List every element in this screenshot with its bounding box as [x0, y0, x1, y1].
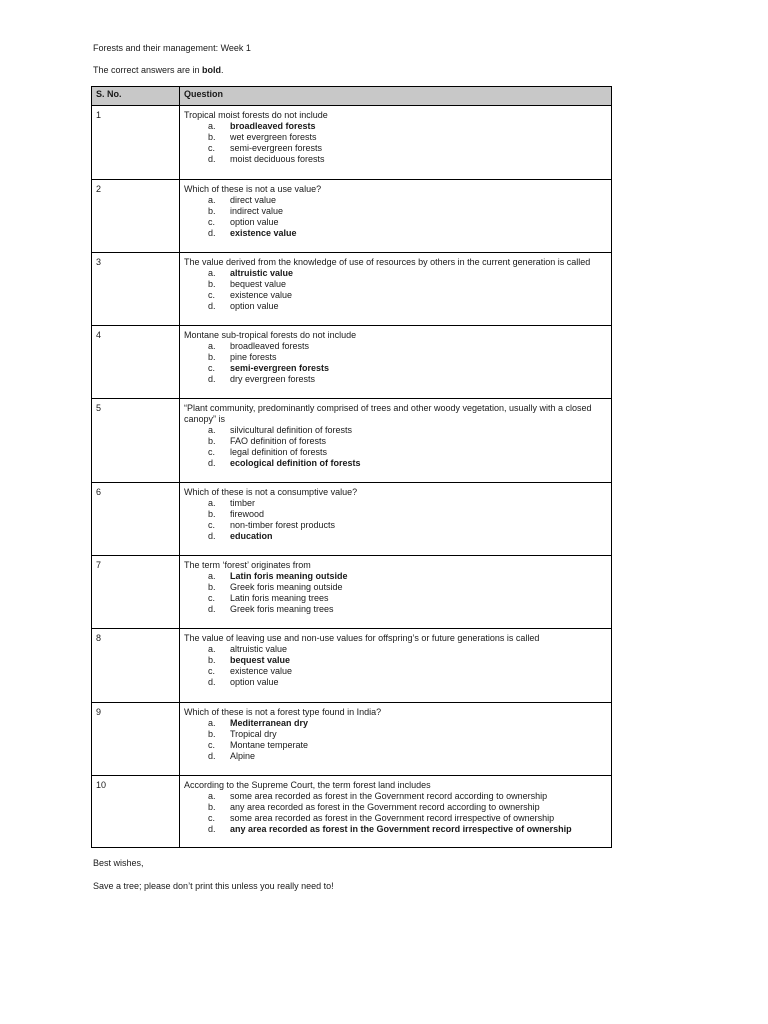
question-row	[92, 180, 612, 253]
option-text: some area recorded as forest in the Government record according to ownership	[230, 791, 548, 801]
question-text: Which of these is not a forest type found in India?	[184, 707, 382, 717]
option-item	[184, 571, 607, 582]
option-text: Alpine	[230, 751, 256, 761]
option-text: firewood	[230, 509, 265, 519]
questions-table	[91, 86, 612, 848]
option-letter: b.	[208, 509, 216, 519]
option-letter: a.	[208, 498, 216, 508]
option-item	[184, 458, 607, 469]
option-item	[184, 802, 607, 813]
option-letter: c.	[208, 593, 216, 603]
correct-option-text: Mediterranean dry	[230, 718, 309, 728]
option-item	[184, 509, 607, 520]
options-list	[184, 425, 607, 469]
question-text: Which of these is not a use value?	[184, 184, 322, 194]
question-number: 2	[96, 184, 102, 194]
option-text: any area recorded as forest in the Government record according to ownership	[230, 802, 540, 812]
option-letter: a.	[208, 341, 216, 351]
option-text: timber	[230, 498, 256, 508]
options-list	[184, 791, 607, 835]
option-text: silvicultural definition of forests	[230, 425, 353, 435]
question-row	[92, 253, 612, 326]
option-text: altruistic value	[230, 644, 288, 654]
option-item	[184, 195, 607, 206]
option-item	[184, 791, 607, 802]
option-text: pine forests	[230, 352, 277, 362]
question-text: Montane sub-tropical forests do not include	[184, 330, 357, 340]
option-text: non-timber forest products	[230, 520, 336, 530]
options-list	[184, 571, 607, 615]
option-letter: a.	[208, 268, 216, 278]
option-letter: d.	[208, 677, 216, 687]
option-text: option value	[230, 301, 279, 311]
options-list	[184, 644, 607, 688]
option-item	[184, 436, 607, 447]
option-item	[184, 593, 607, 604]
question-number-cell	[92, 180, 180, 253]
questions-body	[92, 106, 612, 848]
options-list	[184, 341, 607, 385]
option-item	[184, 740, 607, 751]
document-title: Forests and their management: Week 1	[93, 43, 251, 53]
option-letter: d.	[208, 751, 216, 761]
table-header-row	[92, 87, 612, 106]
option-letter: d.	[208, 824, 216, 834]
option-letter: a.	[208, 571, 216, 581]
option-letter: c.	[208, 740, 216, 750]
question-row	[92, 703, 612, 776]
option-item	[184, 729, 607, 740]
question-row	[92, 776, 612, 848]
option-text: indirect value	[230, 206, 284, 216]
option-letter: b.	[208, 206, 216, 216]
option-text: Greek foris meaning trees	[230, 604, 334, 614]
option-letter: d.	[208, 301, 216, 311]
option-letter: d.	[208, 604, 216, 614]
option-letter: d.	[208, 458, 216, 468]
question-number: 7	[96, 560, 102, 570]
question-text: The value of leaving use and non-use values for offspring’s or future generations is called	[184, 633, 540, 643]
question-number-cell	[92, 629, 180, 703]
question-number: 1	[96, 110, 102, 120]
option-item	[184, 217, 607, 228]
option-letter: c.	[208, 447, 216, 457]
footer-text: Save a tree; please don’t print this unless you really need to!	[93, 881, 334, 891]
option-item	[184, 228, 607, 239]
options-list	[184, 498, 607, 542]
question-cell	[180, 776, 612, 848]
note-suffix: .	[221, 65, 224, 75]
question-cell	[180, 326, 612, 399]
question-row	[92, 326, 612, 399]
correct-option-text: bequest value	[230, 655, 291, 665]
option-item	[184, 604, 607, 615]
option-letter: a.	[208, 791, 216, 801]
correct-option-text: broadleaved forests	[230, 121, 316, 131]
option-text: semi-evergreen forests	[230, 143, 323, 153]
option-letter: b.	[208, 582, 216, 592]
option-text: Tropical dry	[230, 729, 277, 739]
question-number: 9	[96, 707, 102, 717]
option-item	[184, 531, 607, 542]
header-sno: S. No.	[92, 87, 180, 106]
question-number: 4	[96, 330, 102, 340]
option-text: Latin foris meaning trees	[230, 593, 329, 603]
option-text: existence value	[230, 290, 293, 300]
option-item	[184, 143, 607, 154]
option-item	[184, 751, 607, 762]
option-item	[184, 374, 607, 385]
question-text: Which of these is not a consumptive value?	[184, 487, 358, 497]
correct-option-text: ecological definition of forests	[230, 458, 361, 468]
option-text: legal definition of forests	[230, 447, 328, 457]
correct-option-text: altruistic value	[230, 268, 294, 278]
option-item	[184, 718, 607, 729]
options-list	[184, 195, 607, 239]
options-list	[184, 718, 607, 762]
option-item	[184, 154, 607, 165]
question-number: 6	[96, 487, 102, 497]
option-letter: b.	[208, 436, 216, 446]
option-text: broadleaved forests	[230, 341, 310, 351]
option-letter: b.	[208, 655, 216, 665]
option-letter: b.	[208, 279, 216, 289]
option-text: dry evergreen forests	[230, 374, 316, 384]
option-item	[184, 341, 607, 352]
note-prefix: The correct answers are in	[93, 65, 203, 75]
option-letter: b.	[208, 802, 216, 812]
question-row	[92, 483, 612, 556]
note-bold: bold	[202, 65, 222, 75]
option-letter: c.	[208, 143, 216, 153]
option-text: option value	[230, 217, 279, 227]
option-item	[184, 447, 607, 458]
question-number-cell	[92, 556, 180, 629]
option-item	[184, 677, 607, 688]
option-item	[184, 363, 607, 374]
correct-option-text: Latin foris meaning outside	[230, 571, 348, 581]
question-cell	[180, 556, 612, 629]
option-item	[184, 290, 607, 301]
closing-text: Best wishes,	[93, 858, 144, 868]
question-number-cell	[92, 253, 180, 326]
question-cell	[180, 483, 612, 556]
option-letter: c.	[208, 666, 216, 676]
question-cell	[180, 703, 612, 776]
correct-option-text: education	[230, 531, 273, 541]
option-letter: c.	[208, 520, 216, 530]
option-item	[184, 352, 607, 363]
option-item	[184, 644, 607, 655]
question-cell	[180, 180, 612, 253]
question-text: The term ‘forest’ originates from	[184, 560, 311, 570]
question-cell	[180, 253, 612, 326]
question-number-cell	[92, 106, 180, 180]
correct-option-text: existence value	[230, 228, 297, 238]
option-item	[184, 121, 607, 132]
option-item	[184, 824, 607, 835]
question-number: 8	[96, 633, 102, 643]
question-text: The value derived from the knowledge of use of resources by others in the current generation is called	[184, 257, 591, 267]
question-text: Tropical moist forests do not include	[184, 110, 328, 120]
option-letter: a.	[208, 644, 216, 654]
option-text: Montane temperate	[230, 740, 309, 750]
option-item	[184, 425, 607, 436]
option-letter: b.	[208, 729, 216, 739]
correct-option-text: semi-evergreen forests	[230, 363, 330, 373]
option-letter: a.	[208, 195, 216, 205]
option-letter: d.	[208, 228, 216, 238]
correct-option-text: any area recorded as forest in the Government record irrespective of ownership	[230, 824, 572, 834]
question-number-cell	[92, 776, 180, 848]
option-item	[184, 666, 607, 677]
option-item	[184, 655, 607, 666]
option-letter: d.	[208, 154, 216, 164]
question-number-cell	[92, 326, 180, 399]
question-number: 5	[96, 403, 102, 413]
option-item	[184, 279, 607, 290]
question-row	[92, 106, 612, 180]
question-cell	[180, 106, 612, 180]
option-letter: d.	[208, 531, 216, 541]
question-text: According to the Supreme Court, the term forest land includes	[184, 780, 431, 790]
answer-note	[93, 65, 224, 75]
question-cell	[180, 629, 612, 703]
option-letter: b.	[208, 352, 216, 362]
option-letter: a.	[208, 425, 216, 435]
option-text: option value	[230, 677, 279, 687]
options-list	[184, 268, 607, 312]
option-letter: c.	[208, 217, 216, 227]
option-text: wet evergreen forests	[230, 132, 317, 142]
question-number: 10	[96, 780, 107, 790]
question-number: 3	[96, 257, 102, 267]
option-item	[184, 582, 607, 593]
option-item	[184, 301, 607, 312]
options-list	[184, 121, 607, 165]
option-text: direct value	[230, 195, 277, 205]
option-text: bequest value	[230, 279, 287, 289]
question-row	[92, 399, 612, 483]
option-text: some area recorded as forest in the Government record irrespective of ownership	[230, 813, 555, 823]
question-number-cell	[92, 399, 180, 483]
option-text: FAO definition of forests	[230, 436, 327, 446]
option-text: moist deciduous forests	[230, 154, 325, 164]
option-text: Greek foris meaning outside	[230, 582, 343, 592]
option-item	[184, 268, 607, 279]
option-item	[184, 206, 607, 217]
option-item	[184, 520, 607, 531]
header-question: Question	[180, 87, 612, 106]
question-row	[92, 629, 612, 703]
option-letter: a.	[208, 121, 216, 131]
question-text: “Plant community, predominantly comprised of trees and other woody vegetation, usually with a closed canopy” is	[184, 403, 592, 424]
option-letter: c.	[208, 290, 216, 300]
option-letter: b.	[208, 132, 216, 142]
option-letter: d.	[208, 374, 216, 384]
option-text: existence value	[230, 666, 293, 676]
option-item	[184, 813, 607, 824]
question-number-cell	[92, 703, 180, 776]
option-letter: c.	[208, 813, 216, 823]
option-item	[184, 132, 607, 143]
question-number-cell	[92, 483, 180, 556]
option-item	[184, 498, 607, 509]
question-row	[92, 556, 612, 629]
option-letter: a.	[208, 718, 216, 728]
option-letter: c.	[208, 363, 216, 373]
question-cell	[180, 399, 612, 483]
